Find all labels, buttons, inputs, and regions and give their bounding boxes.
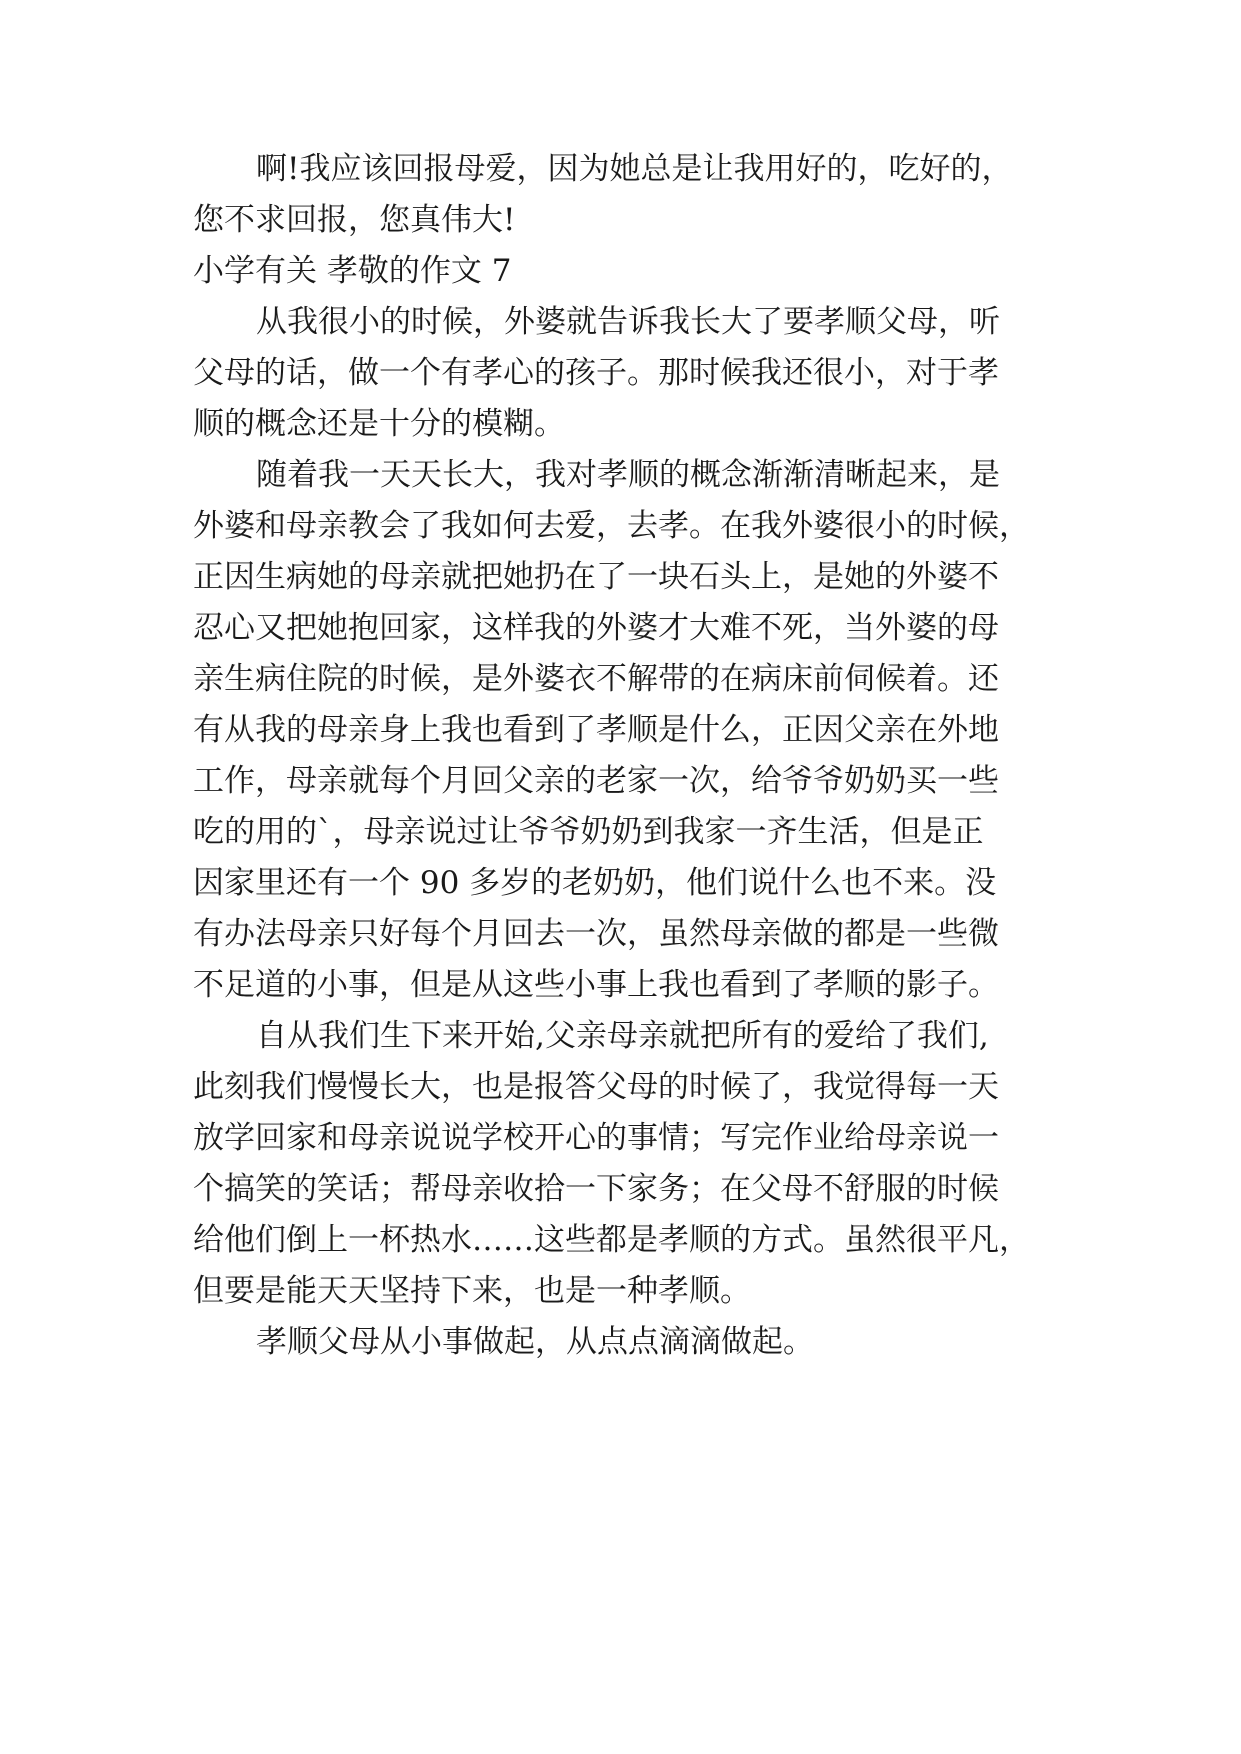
paragraph-line: 外婆和母亲教会了我如何去爱，去孝。在我外婆很小的时候， — [193, 508, 1030, 544]
paragraph-line: 但要是能天天坚持下来，也是一种孝顺。 — [193, 1273, 751, 1309]
paragraph-line: 放学回家和母亲说说学校开心的事情；写完作业给母亲说一 — [193, 1120, 999, 1156]
paragraph-line: 顺的概念还是十分的模糊。 — [193, 406, 565, 442]
paragraph-line: 啊!我应该回报母爱，因为她总是让我用好的，吃好的， — [256, 151, 1013, 187]
paragraph-line: 有办法母亲只好每个月回去一次，虽然母亲做的都是一些微 — [193, 916, 999, 952]
paragraph-line: 亲生病住院的时候，是外婆衣不解带的在病床前伺候着。还 — [193, 661, 999, 697]
paragraph-line: 个搞笑的笑话；帮母亲收拾一下家务；在父母不舒服的时候 — [193, 1171, 999, 1207]
paragraph-line: 此刻我们慢慢长大，也是报答父母的时候了，我觉得每一天 — [193, 1069, 999, 1105]
paragraph-line: 随着我一天天长大，我对孝顺的概念渐渐清晰起来，是 — [256, 457, 1000, 493]
paragraph-line: 正因生病她的母亲就把她扔在了一块石头上，是她的外婆不 — [193, 559, 999, 595]
paragraph-line: 您不求回报，您真伟大! — [193, 202, 516, 238]
paragraph-line: 给他们倒上一杯热水……这些都是孝顺的方式。虽然很平凡， — [193, 1222, 1030, 1258]
paragraph-line: 因家里还有一个 90 多岁的老奶奶，他们说什么也不来。没 — [193, 865, 997, 901]
essay-heading: 小学有关 孝敬的作文 7 — [193, 253, 512, 289]
paragraph-line: 从我很小的时候，外婆就告诉我长大了要孝顺父母，听 — [256, 304, 1000, 340]
paragraph-line: 吃的用的`，母亲说过让爷爷奶奶到我家一齐生活，但是正 — [193, 814, 984, 850]
paragraph-line: 忍心又把她抱回家，这样我的外婆才大难不死，当外婆的母 — [193, 610, 999, 646]
paragraph-line: 父母的话，做一个有孝心的孩子。那时候我还很小，对于孝 — [193, 355, 999, 391]
paragraph-line: 工作，母亲就每个月回父亲的老家一次，给爷爷奶奶买一些 — [193, 763, 999, 799]
paragraph-line: 有从我的母亲身上我也看到了孝顺是什么，正因父亲在外地 — [193, 712, 999, 748]
paragraph-line: 自从我们生下来开始,父亲母亲就把所有的爱给了我们, — [256, 1018, 989, 1054]
paragraph-line: 不足道的小事，但是从这些小事上我也看到了孝顺的影子。 — [193, 967, 999, 1003]
paragraph-line: 孝顺父母从小事做起，从点点滴滴做起。 — [256, 1324, 814, 1360]
